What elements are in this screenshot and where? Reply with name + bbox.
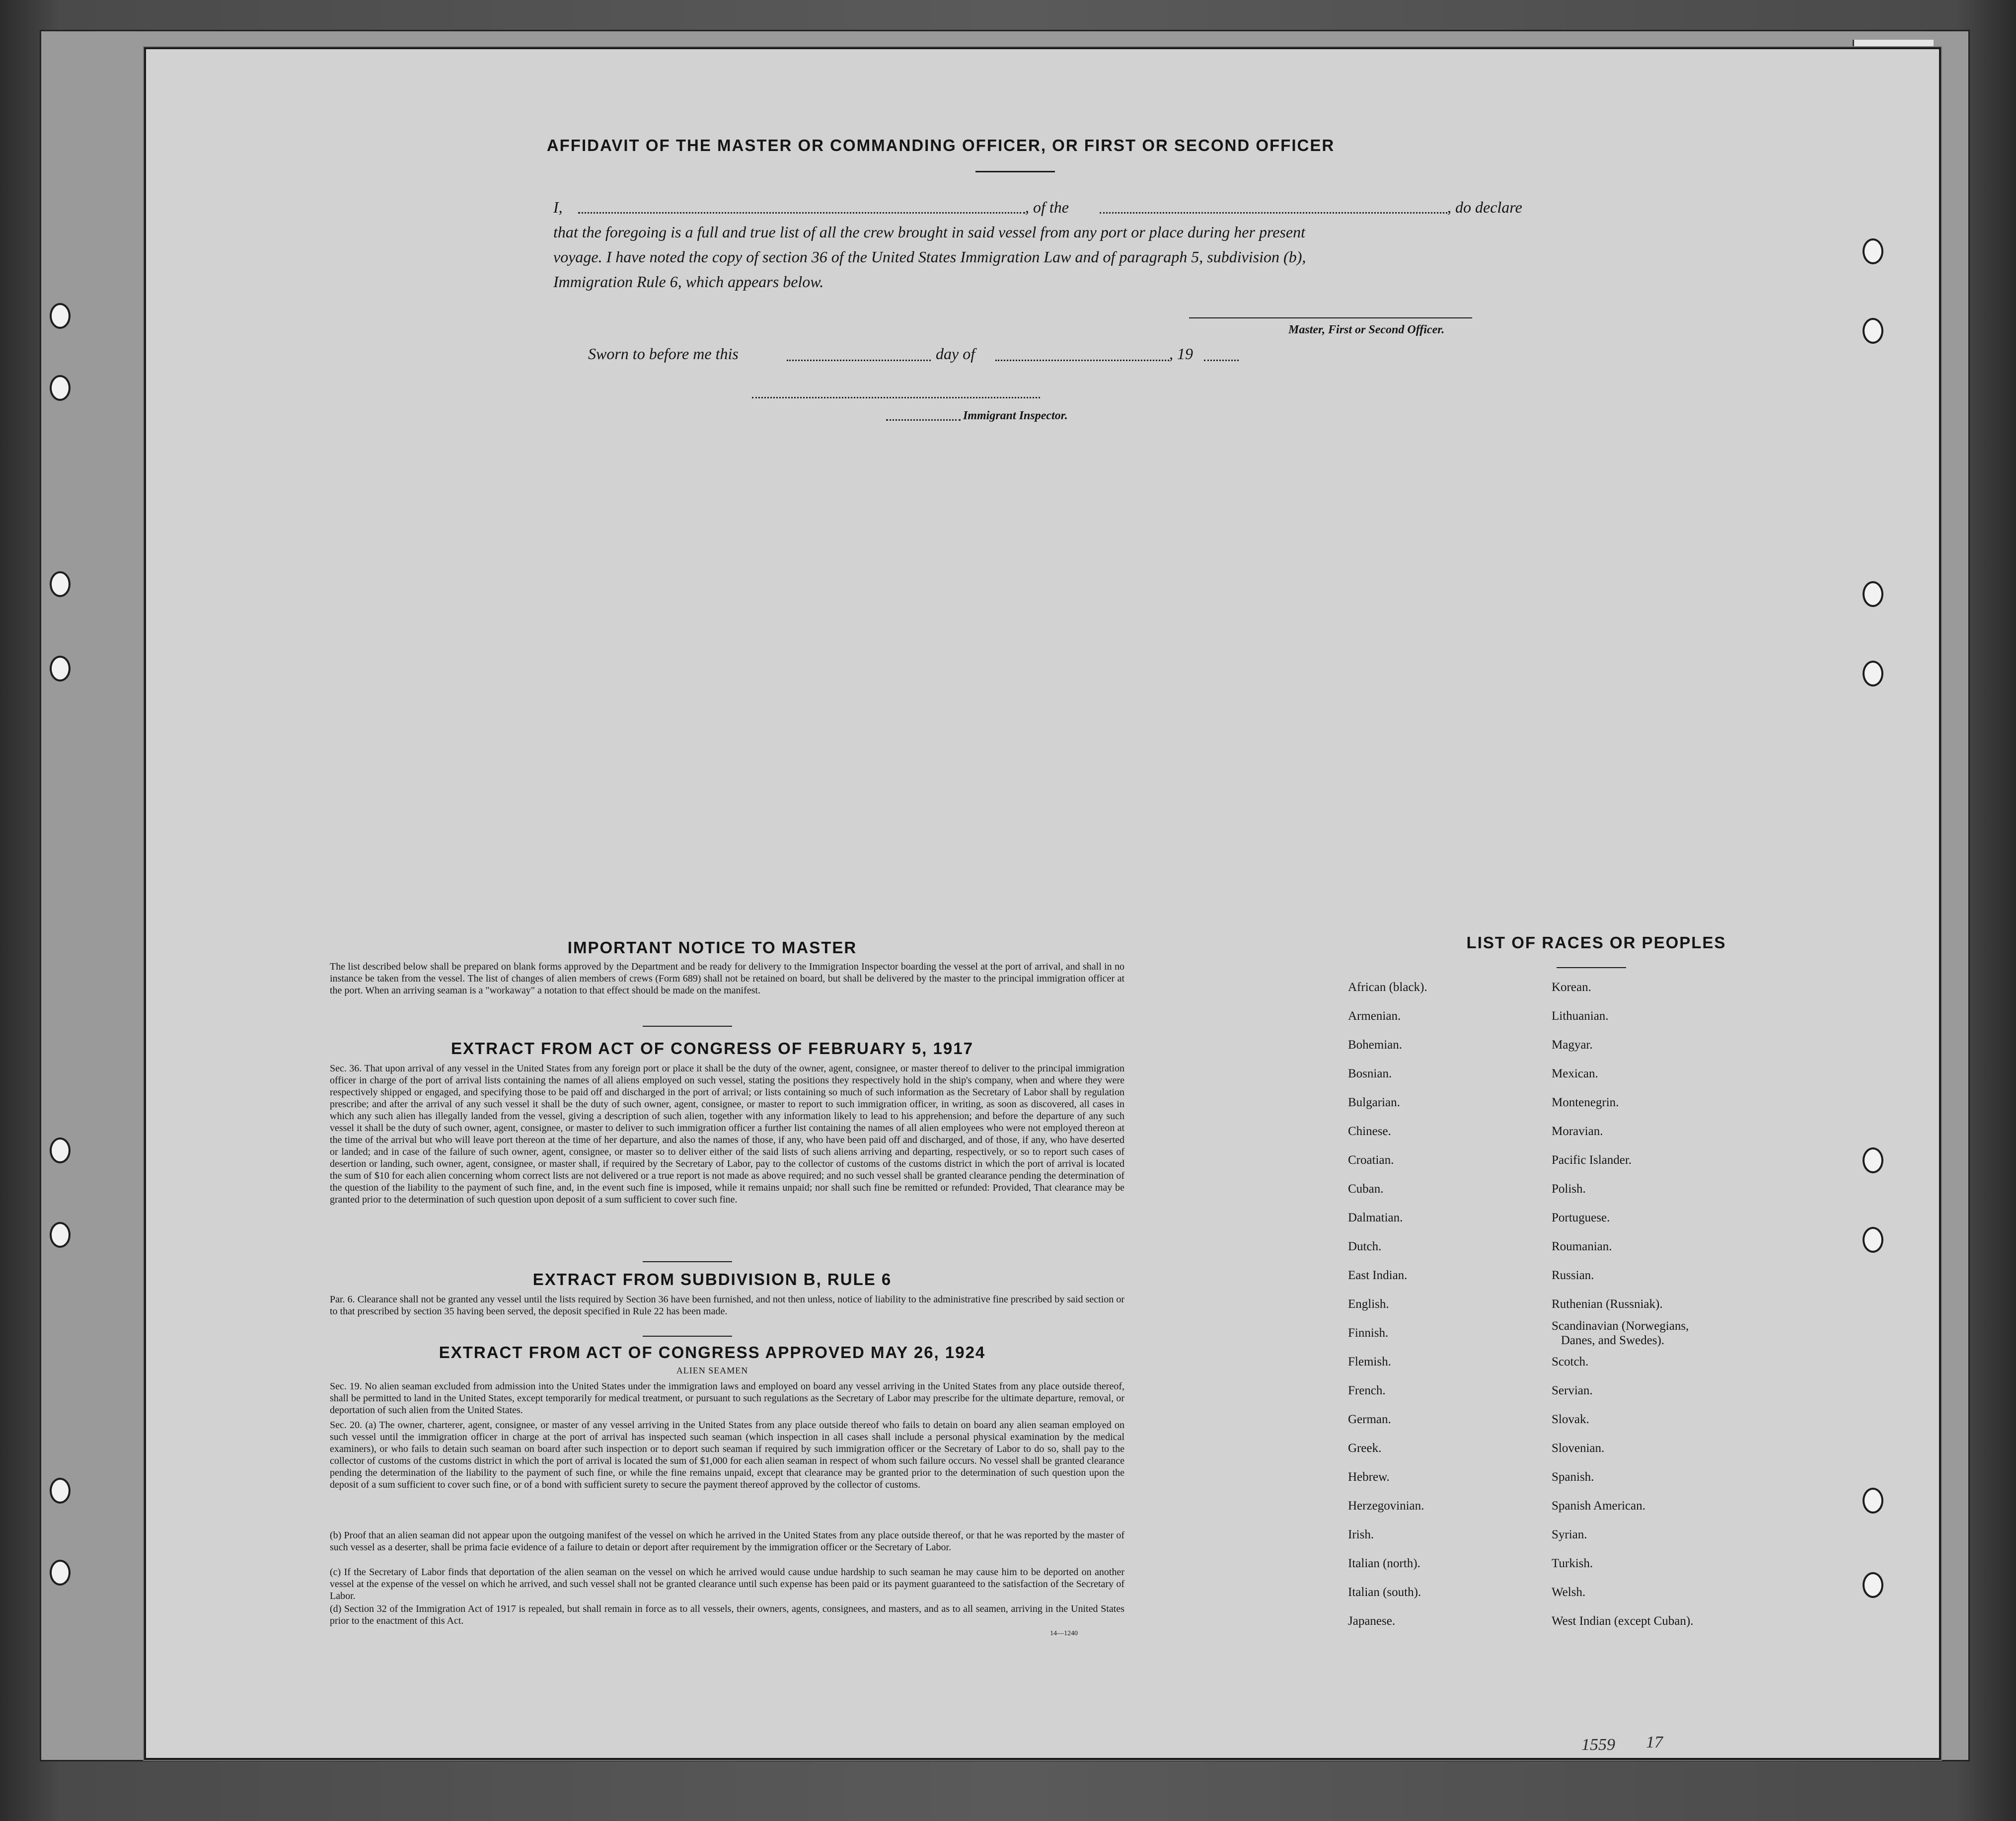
race-item: Flemish.	[1348, 1355, 1391, 1368]
extract-1917-body: Sec. 36. That upon arrival of any vessel in the United States from any foreign port or place it shall be the duty of the owner, agent, consignee, or master thereof to deliver to the principal immigration officer in charge of the port of arrival lists containing the names of all aliens employed on such vessel, stating the positions they respectively hold in the ship's company, when and where they were respectively shipped or engaged, and specifying those to be paid off and discharged in the port of arrival; or lists containing so much of such information as the Secretary of Labor shall by regulation prescribe; and after the arrival of any such vessel it shall be the duty of such owner, agent, consignee, or master to report to such immigration officer, in writing, as soon as discovered, all cases in which any such alien has illegally landed from the vessel, giving a description of such alien, together with any information likely to lead to his apprehension; and before the departure of any such vessel it shall be the duty of such owner, agent, consignee, or master to deliver to such immigration officer a further list containing the names of all alien employees who were not employed thereon at the time of the arrival but who will leave port thereon at the time of her departure, and also the names of those, if any, who have been paid off and discharged, and of those, if any, who have deserted or landed; and in case of the failure of such owner, agent, consignee, or master so to deliver either of the said lists of such aliens arriving and departing, respectively, or so to report such cases of desertion or landing, such owner, agent, consignee, or master shall, if required by the Secretary of Labor, pay to the collector of customs of the customs district in which the port of arrival is located the sum of $10 for each alien concerning whom correct lists are not delivered or a true report is not made as above required; and no such vessel shall be granted clearance pending the determination of the question of the liability to the payment of such fine, and, in the event such fine is imposed, while it remains unpaid; nor shall such fine be remitted or refunded: Provided, That clearance may be granted prior to the determination of such question upon deposit of a sum sufficient to cover such fine.	[330, 1063, 1124, 1205]
binder-hole	[50, 571, 71, 597]
extract-1917-title: EXTRACT FROM ACT OF CONGRESS OF FEBRUARY 5, 1917	[451, 1039, 973, 1058]
binder-hole	[50, 1222, 71, 1248]
race-item: Montenegrin.	[1552, 1096, 1619, 1109]
race-item: Dutch.	[1348, 1240, 1382, 1253]
sec20c-body: (c) If the Secretary of Labor finds that deportation of the alien seaman on the vessel on which he arrived would cause undue hardship to such seaman he may cause him to be deported on another vessel at the expense of the vessel on which he arrived, and such vessel shall not be granted clearance until such expense has been paid or its payment guaranteed to the satisfaction of the Secretary of Labor.	[330, 1567, 1124, 1601]
affidavit-i: I,	[553, 198, 563, 216]
handwritten-note: 17	[1646, 1733, 1663, 1751]
race-item: Irish.	[1348, 1528, 1374, 1541]
binder-hole	[50, 375, 71, 401]
race-item: Portuguese.	[1552, 1211, 1610, 1224]
divider	[643, 1026, 732, 1027]
sworn-text: Sworn to before me this	[588, 345, 739, 363]
handwritten-note: 1559	[1581, 1736, 1615, 1754]
divider	[643, 1261, 732, 1262]
race-item: Spanish.	[1552, 1470, 1594, 1484]
race-item: Hebrew.	[1348, 1470, 1390, 1484]
month-blank	[995, 360, 1169, 361]
affidavit-declare: , do declare	[1447, 198, 1522, 216]
affidavit-of-the: , of the	[1025, 198, 1069, 216]
binder-hole	[50, 1478, 71, 1504]
binder-hole	[1863, 1572, 1883, 1598]
binder-hole	[1863, 661, 1883, 686]
races-column-2	[1552, 973, 1850, 1636]
race-item: Spanish American.	[1552, 1499, 1645, 1513]
race-item: French.	[1348, 1384, 1386, 1397]
inspector-signature-line	[752, 397, 1040, 398]
race-item: East Indian.	[1348, 1269, 1408, 1282]
race-item: German.	[1348, 1413, 1391, 1426]
notice-body: The list described below shall be prepared on blank forms approved by the Department and be ready for delivery to the Immigration Inspector boarding the vessel at the port of arrival, and shall in no instance be taken from the vessel. The list of changes of alien members of crews (Form 689) shall not be retained on board, but shall be delivered by the master to the principal immigration officer at the port. When an arriving seaman is a "workaway" a notation to that effect should be made on the manifest.	[330, 961, 1124, 996]
race-item: Chinese.	[1348, 1125, 1391, 1138]
race-item: Armenian.	[1348, 1009, 1401, 1023]
day-of-text: day of	[936, 345, 975, 363]
race-item: Roumanian.	[1552, 1240, 1612, 1253]
race-item: Japanese.	[1348, 1614, 1396, 1628]
binder-hole	[1863, 581, 1883, 607]
affidavit-line3: voyage. I have noted the copy of section 36 of the United States Immigration Law and of paragraph 5, subdivision (b),	[553, 248, 1306, 266]
race-item: English.	[1348, 1297, 1389, 1311]
race-item: Bosnian.	[1348, 1067, 1392, 1080]
sworn-date-blank	[787, 360, 931, 361]
race-item: Moravian.	[1552, 1125, 1603, 1138]
name-blank	[578, 212, 1025, 214]
alien-seamen-subtitle: ALIEN SEAMEN	[676, 1366, 748, 1375]
sec20d-body: (d) Section 32 of the Immigration Act of 1917 is repealed, but shall remain in force as to all vessels, their owners, agents, consignees, and masters, and as to all seamen, arriving in the United States prior to the enactment of this Act.	[330, 1603, 1124, 1626]
race-item: Mexican.	[1552, 1067, 1598, 1080]
race-item: Scandinavian (Norwegians, Danes, and Swedes).	[1552, 1319, 1689, 1347]
race-item: Magyar.	[1552, 1038, 1593, 1052]
binder-hole	[50, 1560, 71, 1586]
race-item: Ruthenian (Russniak).	[1552, 1297, 1663, 1311]
extract-1924-title: EXTRACT FROM ACT OF CONGRESS APPROVED MAY 26, 1924	[439, 1343, 986, 1362]
race-item: Dalmatian.	[1348, 1211, 1403, 1224]
binder-hole	[1863, 1227, 1883, 1253]
form-number: 14—1240	[1050, 1630, 1078, 1637]
race-item: Italian (north).	[1348, 1557, 1420, 1570]
race-item: African (black).	[1348, 981, 1427, 994]
race-item: Croatian.	[1348, 1153, 1394, 1167]
races-column-1	[1348, 973, 1547, 1636]
race-item: Syrian.	[1552, 1528, 1587, 1541]
race-item: Servian.	[1552, 1384, 1593, 1397]
race-item: Lithuanian.	[1552, 1009, 1609, 1023]
races-title: LIST OF RACES OR PEOPLES	[1466, 933, 1726, 952]
sec20b-body: (b) Proof that an alien seaman did not appear upon the outgoing manifest of the vessel on which he arrived in the United States from any place outside thereof, or that he was reported by the master of such vessel as a deserter, shall be prima facie evidence of a failure to detain or deport after requirement by the immigration officer or the Secretary of Labor.	[330, 1530, 1124, 1553]
affidavit-line2: that the foregoing is a full and true list of all the crew brought in said vessel from any port or place during her present	[553, 223, 1305, 241]
races-underline	[1557, 967, 1626, 968]
master-signature-label: Master, First or Second Officer.	[1288, 323, 1445, 336]
race-item: Russian.	[1552, 1269, 1594, 1282]
race-item: Greek.	[1348, 1442, 1382, 1455]
rule6-title: EXTRACT FROM SUBDIVISION B, RULE 6	[532, 1270, 892, 1289]
year-text: , 19	[1169, 345, 1193, 363]
divider	[643, 1336, 732, 1337]
binder-hole	[1863, 1488, 1883, 1514]
inspector-label: Immigrant Inspector.	[963, 409, 1068, 422]
race-item: Scotch.	[1552, 1355, 1589, 1368]
race-item: Herzegovinian.	[1348, 1499, 1424, 1513]
race-item: Slovenian.	[1552, 1442, 1605, 1455]
year-blank	[1204, 360, 1239, 361]
binder-hole	[50, 656, 71, 682]
race-item: Bulgarian.	[1348, 1096, 1400, 1109]
race-item: Slovak.	[1552, 1413, 1589, 1426]
race-item: Cuban.	[1348, 1182, 1384, 1196]
rule6-body: Par. 6. Clearance shall not be granted any vessel until the lists required by Section 36 have been furnished, and not then unless, notice of liability to the administrative fine prescribed by said section or to that prescribed by section 35 having been served, the deposit specified in Rule 22 has been made.	[330, 1294, 1124, 1317]
title-underline	[975, 171, 1055, 172]
vessel-blank	[1100, 212, 1447, 214]
binder-hole	[1863, 1147, 1883, 1173]
inspector-short-line	[886, 419, 961, 421]
binder-hole	[50, 303, 71, 329]
race-item: Polish.	[1552, 1182, 1586, 1196]
master-signature-line	[1189, 317, 1472, 318]
binder-hole	[50, 1138, 71, 1163]
race-item: Turkish.	[1552, 1557, 1593, 1570]
binder-hole	[1863, 318, 1883, 344]
race-item: Welsh.	[1552, 1586, 1586, 1599]
binder-hole	[1863, 238, 1883, 264]
race-item: West Indian (except Cuban).	[1552, 1614, 1694, 1628]
sec19-body: Sec. 19. No alien seaman excluded from admission into the United States under the immigration laws and employed on board any vessel arriving in the United States from any place outside thereof, shall be permitted to land in the United States, except temporarily for medical treatment, or pursuant to such regulations as the Secretary of Labor may prescribe for the ultimate departure, removal, or deportation of such alien from the United States.	[330, 1381, 1124, 1416]
notice-title: IMPORTANT NOTICE TO MASTER	[567, 938, 857, 957]
race-item: Bohemian.	[1348, 1038, 1403, 1052]
document-page	[144, 47, 1941, 1760]
affidavit-title: AFFIDAVIT OF THE MASTER OR COMMANDING OFFICER, OR FIRST OR SECOND OFFICER	[546, 136, 1335, 154]
race-item: Italian (south).	[1348, 1586, 1421, 1599]
affidavit-line4: Immigration Rule 6, which appears below.	[553, 273, 824, 291]
race-item: Pacific Islander.	[1552, 1153, 1632, 1167]
race-item: Korean.	[1552, 981, 1591, 994]
sec20a-body: Sec. 20. (a) The owner, charterer, agent, consignee, or master of any vessel arriving in the United States from any place outside thereof who fails to detain on board any alien seaman employed on such vessel until the immigration officer in charge at the port of arrival has inspected such seaman (which inspection in all cases shall include a personal physical examination by the medical examiners), or who fails to detain such seaman on board after such inspection or to deport such seaman if required by such immigration officer or the Secretary of Labor to do so, shall pay to the collector of customs of the customs district in which the port of arrival is located the sum of $1,000 for each alien seaman in respect of whom such failure occurs. No vessel shall be granted clearance pending the determination of the liability to the payment of such fine, or while the fine remains unpaid, except that clearance may be granted prior to the determination of such question upon the deposit of a sum sufficient to cover such fine, or of a bond with sufficient surety to secure the payment thereof approved by the collector of customs.	[330, 1420, 1124, 1490]
race-item: Finnish.	[1348, 1326, 1389, 1340]
